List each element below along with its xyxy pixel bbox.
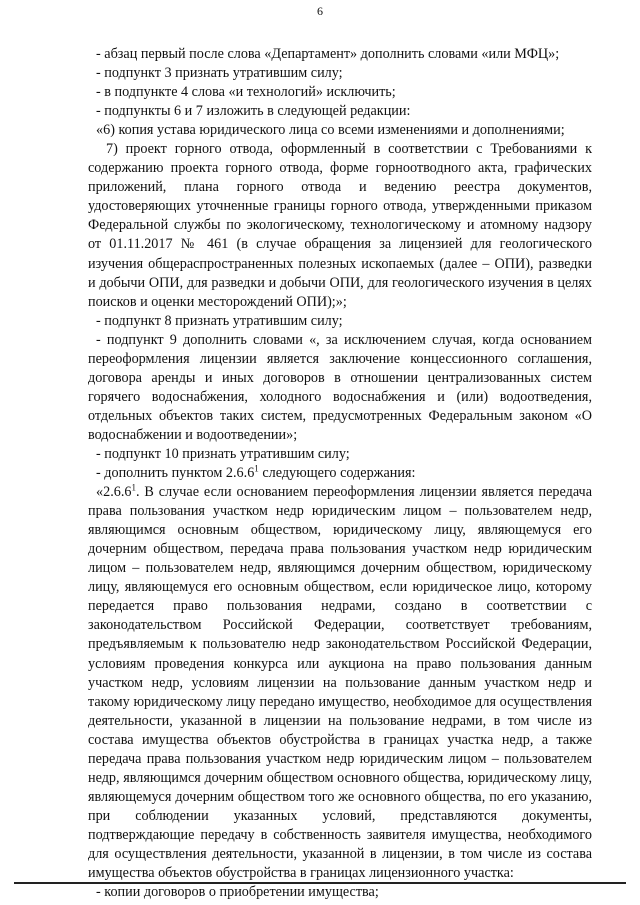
paragraph-1: - абзац первый после слова «Департамент» дополнить словами «или МФЦ»;	[96, 46, 560, 62]
paragraph-11-superscript: 1	[131, 482, 136, 493]
paragraph-11	[88, 483, 592, 883]
paragraph-10-end: следующего содержания:	[258, 465, 416, 482]
bottom-rule	[14, 882, 626, 884]
paragraph-8: - подпункт 9 дополнить словами «, за исключением случая, когда основанием переоформления лицензии является заключение концессионного соглашения, договора аренды и иных договоров в отношении централизованных систем горячего водоснабжения, холодного водоснабжения и (или) водоотведения, отдельных объектов таких систем, предусмотренных Федеральным законом «О водоснабжении и водоотведении»;	[88, 331, 592, 443]
paragraph-9: - подпункт 10 признать утратившим силу;	[96, 445, 350, 462]
paragraph-11-end: . В случае если основанием переоформления лицензии является передача права пользования участком недр юридическим лицом – пользователем недр, являющимся основным обществом, юридическому лицу, являющемуся его дочерним обществом, передача права пользования участком недр юридическим лицом – пользователем недр, являющимся дочерним обществом, юридическому лицу, являющемуся его основным обществом, если юридическое лицо, которому передается право пользования недрами, создано в соответствии с законодательством Российской Федерации, соответствует требованиям, предъявляемым к пользователю недр законодательством Российской Федерации, условиям проведения конкурса или аукциона на право пользования данным участком недр, условиям лицензии на пользование данным участком недр и такому юридическому лицу передано имущество, необходимое для осуществления деятельности, указанной в лицензии на пользование недрами, в том числе из состава имущества объектов обустройства в границах участка недр, а также передача права пользования участком недр юридическим лицом – пользователем недр, являющимся дочерним обществом основного общества, юридическому лицу, являющемуся дочерним обществом того же основного общества, по его указанию, при соблюдении указанных условий, представляются документы, подтверждающие передачу в собственность заявителя имущества, необходимого для осуществления деятельности, указанной в лицензии, в том числе из состава имущества объектов обустройства в границах лицензионного участка:	[88, 484, 592, 882]
document-body	[88, 45, 592, 902]
page-number: 6	[317, 4, 323, 18]
paragraph-10	[88, 464, 592, 483]
paragraph-7: - подпункт 8 признать утратившим силу;	[96, 312, 343, 329]
paragraph-10-superscript: 1	[254, 463, 259, 474]
paragraph-6: 7) проект горного отвода, оформленный в соответствии с Требованиями к содержанию проекта горного отвода, форме горноотводного акта, графических приложений, плана горного отвода и ведению реестра документов, удостоверяющих уточненные границы горного отвода, утвержденными приказом Федеральной службы по экологическому, технологическому и атомному надзору от 01.11.2017 № 461 (в случае обращения за лицензией для геологического изучения общераспространенных полезных ископаемых (далее – ОПИ), разведки и добычи ОПИ, для разведки и добычи ОПИ, для геологического изучения в целях поисков и оценки месторождений ОПИ);»;	[88, 141, 592, 310]
paragraph-10-start: - дополнить пунктом 2.6.6	[96, 465, 255, 482]
paragraph-11-start: «2.6.6	[96, 484, 132, 501]
paragraph-3: - в подпункте 4 слова «и технологий» исключить;	[96, 84, 396, 101]
paragraph-2: - подпункт 3 признать утратившим силу;	[96, 65, 343, 82]
paragraph-5: «6) копия устава юридического лица со всеми изменениями и дополнениями;	[96, 122, 565, 139]
paragraph-4: - подпункты 6 и 7 изложить в следующей редакции:	[96, 103, 411, 120]
paragraph-12: - копии договоров о приобретении имущества;	[96, 884, 379, 901]
